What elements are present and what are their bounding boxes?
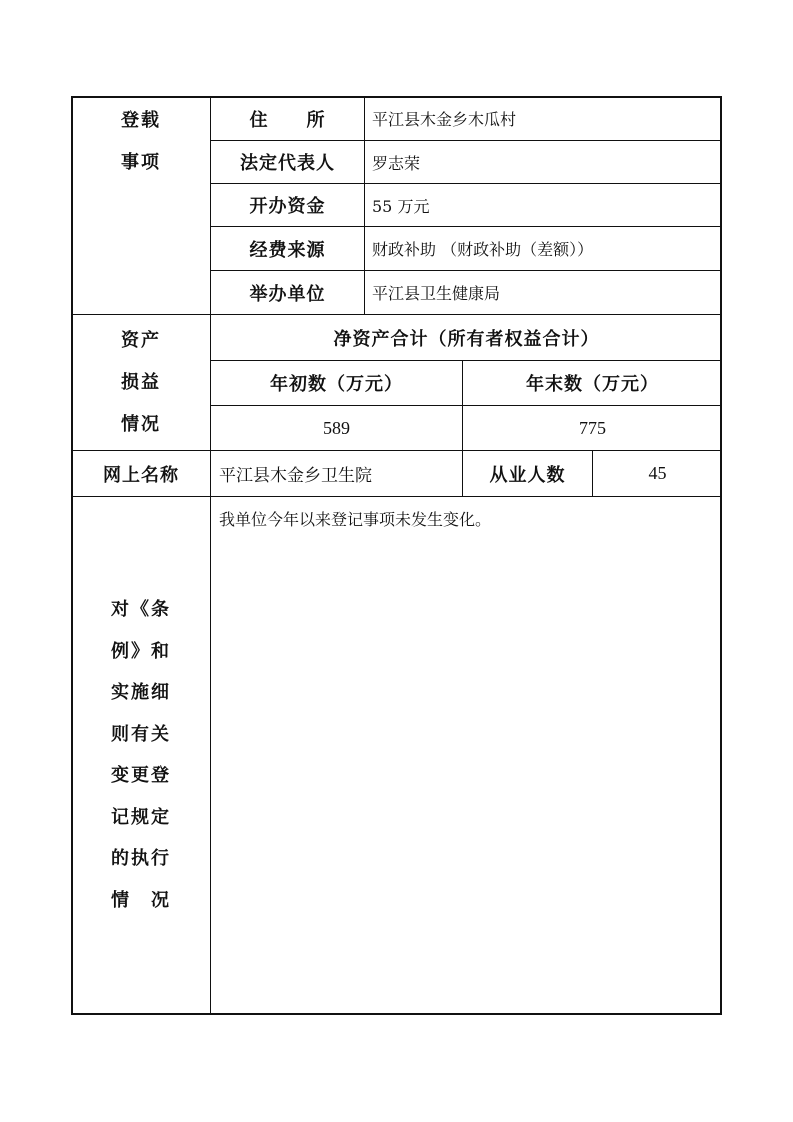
legal-rep-value: 罗志荣	[372, 153, 421, 173]
net-assets-header: 净资产合计（所有者权益合计）	[333, 328, 600, 350]
section-label-line: 则有关	[111, 723, 171, 745]
registration-section-label	[72, 100, 210, 184]
section-label-line: 例》和	[111, 640, 171, 662]
address-label: 住 所	[249, 109, 326, 131]
section-label-line: 登载	[121, 110, 161, 131]
staff-count-label: 从业人数	[489, 464, 566, 486]
compliance-content: 我单位今年以来登记事项未发生变化。	[219, 510, 492, 529]
grid-line	[71, 496, 722, 497]
section-label-line: 损益	[121, 372, 161, 393]
compliance-section-label	[72, 589, 210, 921]
end-year-label: 年末数（万元）	[526, 374, 659, 395]
section-label-line: 情 况	[111, 889, 171, 911]
section-label-line: 的执行	[111, 848, 171, 869]
section-label-line: 实施细	[111, 682, 171, 703]
capital-label: 开办资金	[249, 196, 326, 217]
begin-year-value: 589	[323, 417, 350, 438]
section-label-line: 变更登	[111, 765, 171, 786]
online-name-label: 网上名称	[103, 464, 179, 486]
section-label-line: 事项	[121, 152, 161, 173]
funding-source-label: 经费来源	[249, 239, 326, 261]
legal-rep-label: 法定代表人	[240, 153, 335, 174]
staff-count-value: 45	[648, 463, 667, 483]
section-label-line: 记规定	[111, 806, 171, 828]
section-label-line: 资产	[121, 330, 161, 351]
funding-source-value: 财政补助 （财政补助（差额））	[372, 240, 594, 259]
sponsor-label: 举办单位	[249, 283, 326, 305]
begin-year-label: 年初数（万元）	[270, 374, 403, 395]
section-label-line: 情况	[121, 414, 161, 435]
assets-section-label	[72, 320, 210, 446]
grid-line	[364, 97, 365, 314]
sponsor-value: 平江县卫生健康局	[372, 284, 501, 303]
address-value: 平江县木金乡木瓜村	[372, 110, 517, 129]
end-year-value: 775	[579, 417, 606, 438]
capital-value: 55 万元	[372, 196, 430, 216]
online-name-value: 平江县木金乡卫生院	[219, 466, 372, 486]
section-label-line: 对《条	[111, 599, 171, 620]
